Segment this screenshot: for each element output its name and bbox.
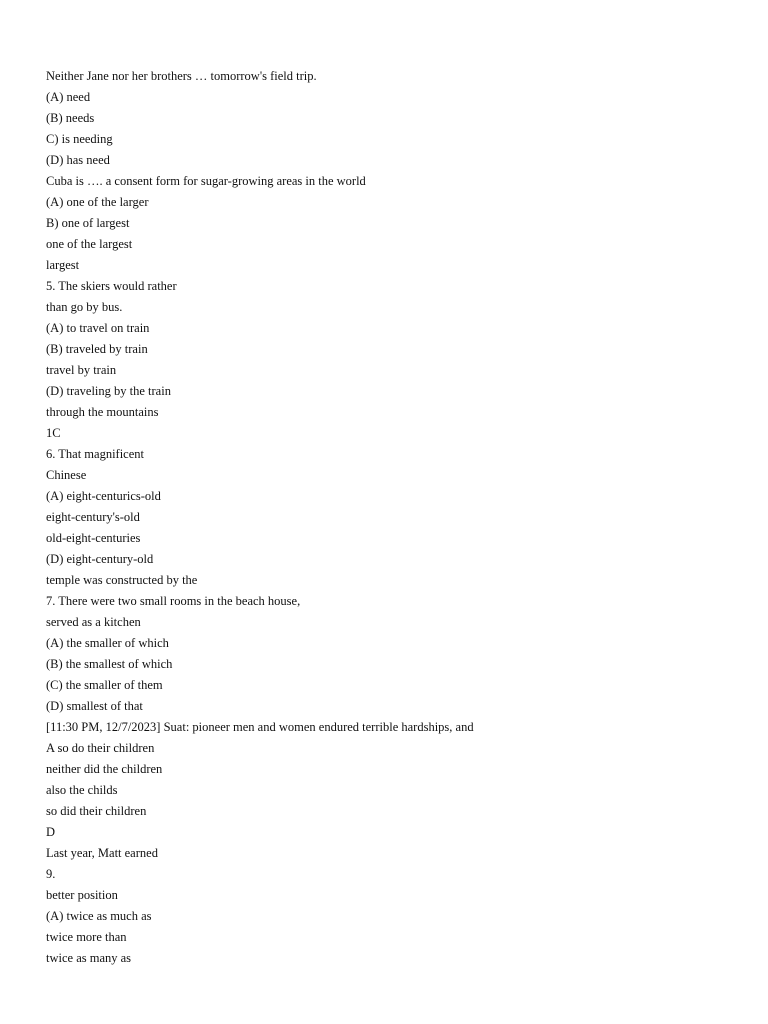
text-line: better position (46, 888, 118, 902)
text-line: (A) to travel on train (46, 321, 150, 335)
text-line: (A) eight-centurics-old (46, 489, 161, 503)
text-line: one of the largest (46, 237, 133, 251)
text-line: also the childs (46, 783, 118, 797)
text-line: [11:30 PM, 12/7/2023] Suat: pioneer men and women endured terrible hardships, and (46, 720, 474, 734)
text-line: temple was constructed by the (46, 573, 198, 587)
text-line: through the mountains (46, 405, 159, 419)
text-line: (A) one of the larger (46, 195, 149, 209)
text-line: Neither Jane nor her brothers … tomorrow's field trip. (46, 69, 317, 83)
text-line: Chinese (46, 468, 87, 482)
text-line: (A) the smaller of which (46, 636, 169, 650)
text-line: Cuba is …. a consent form for sugar-growing areas in the world (46, 174, 366, 188)
text-line: than go by bus. (46, 300, 123, 314)
text-line: twice more than (46, 930, 127, 944)
text-line: so did their children (46, 804, 147, 818)
text-line: 7. There were two small rooms in the beach house, (46, 594, 301, 608)
text-line: travel by train (46, 363, 117, 377)
text-line: neither did the children (46, 762, 163, 776)
text-line: (B) the smallest of which (46, 657, 173, 671)
text-line: largest (46, 258, 80, 272)
text-line: (D) traveling by the train (46, 384, 171, 398)
text-line: (D) smallest of that (46, 699, 143, 713)
text-line: served as a kitchen (46, 615, 141, 629)
text-line: D (46, 825, 56, 839)
text-line: Last year, Matt earned (46, 846, 158, 860)
text-line: 5. The skiers would rather (46, 279, 177, 293)
text-line: twice as many as (46, 951, 132, 965)
text-line: 1C (46, 426, 61, 440)
text-line: (A) twice as much as (46, 909, 152, 923)
text-line: 9. (46, 867, 56, 881)
text-line: (A) need (46, 90, 91, 104)
text-line: (B) traveled by train (46, 342, 148, 356)
text-line: 6. That magnificent (46, 447, 145, 461)
document-text (46, 66, 746, 969)
text-line: old-eight-centuries (46, 531, 141, 545)
text-line: eight-century's-old (46, 510, 140, 524)
text-line: B) one of largest (46, 216, 130, 230)
text-line: C) is needing (46, 132, 113, 146)
text-line: (D) eight-century-old (46, 552, 154, 566)
text-line: (D) has need (46, 153, 110, 167)
text-line: (B) needs (46, 111, 95, 125)
text-line: A so do their children (46, 741, 155, 755)
text-line: (C) the smaller of them (46, 678, 163, 692)
